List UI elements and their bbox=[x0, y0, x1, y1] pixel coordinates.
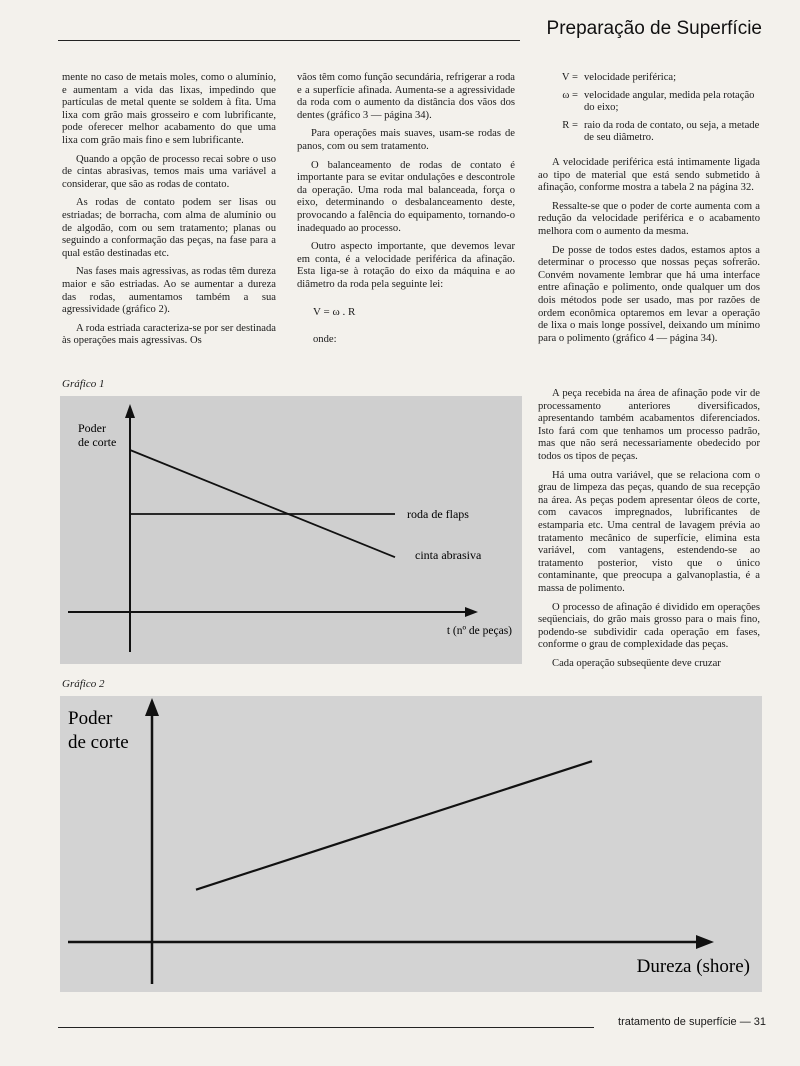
figure-1 bbox=[60, 396, 522, 664]
paragraph: O balanceamento de rodas de contato é importante para se evitar ondulações e descontrole da operação. Uma roda mal balanceada, força o eixo, determinando o desbalanceamento deste, provocando a falência do equipamento, tornando-o inadequado ao processo. bbox=[297, 159, 515, 234]
footer-rule bbox=[58, 1027, 594, 1028]
series-line-cinta-abrasiva bbox=[130, 450, 395, 557]
chart-2-svg bbox=[60, 696, 762, 992]
figure-2-label: Gráfico 2 bbox=[62, 678, 105, 690]
paragraph: Há uma outra variável, que se relaciona com o grau de limpeza das peças, quando de sua recepção na área. As peças podem apresentar óleos de corte, com cavacos impregnados, lubrificantes de estamparia etc. Uma central de lavagem prévia ao tratamento mecânico de superfície, elimina esta variável, com vantagens, estendendo-se ao tratamento posterior, visto que o único contaminante, que preocupa a galvanoplastia, é a massa de polimento. bbox=[538, 469, 760, 594]
paragraph: onde: bbox=[313, 334, 337, 346]
definition-item bbox=[538, 72, 760, 85]
paragraph: Ressalte-se que o poder de corte aumenta com a redução da velocidade periférica e o acabamento melhora com o aumento da mesma. bbox=[538, 200, 760, 237]
equation: V = ω . R bbox=[313, 305, 356, 318]
page-footer: tratamento de superfície — 31 bbox=[618, 1016, 766, 1028]
page-title: Preparação de Superfície bbox=[546, 18, 762, 39]
chart-1-svg bbox=[60, 396, 522, 664]
x-axis-label: t (nº de peças) bbox=[446, 625, 512, 637]
y-axis-arrow bbox=[125, 404, 135, 418]
text-column-1 bbox=[62, 72, 276, 354]
paragraph: Cada operação subseqüente deve cruzar bbox=[552, 657, 721, 669]
series-line bbox=[196, 761, 592, 889]
paragraph: A roda estriada caracteriza-se por ser destinada às operações mais agressivas. Os bbox=[62, 322, 276, 347]
definition-symbol: ω = bbox=[562, 89, 578, 101]
x-axis-arrow bbox=[696, 935, 714, 949]
series-label-cinta-abrasiva: cinta abrasiva bbox=[415, 548, 482, 563]
text-column-2 bbox=[297, 72, 515, 353]
definition-text: raio da roda de contato, ou seja, a metade de seu diâmetro. bbox=[584, 119, 760, 144]
header-rule bbox=[58, 40, 520, 41]
definition-text: velocidade angular, medida pela rotação do eixo; bbox=[584, 89, 755, 114]
text-column-3-continued bbox=[538, 388, 760, 676]
definitions-list bbox=[538, 72, 760, 145]
paragraph: mente no caso de metais moles, como o alumínio, e aumentam a vida das lixas, impedindo que partículas de metal quente se soldem à fita. Uma lixa com grão mais grosseiro e com lubrificante, pode oferecer melhor acabamento do que uma lixa com grão mais fino e sem lubrificante. bbox=[62, 72, 276, 146]
paragraph: Quando a opção de processo recai sobre o uso de cintas abrasivas, temos mais uma variável a considerar, que são as rodas de contato. bbox=[62, 153, 276, 190]
paragraph: A peça recebida na área de afinação pode vir de processamento anteriores diversificados, apresentando também acabamentos diferenciados. Isto fará com que tenhamos um processo padrão, mas que não será necessariamente obedecido por todos os tipos de peças. bbox=[538, 388, 760, 462]
figure-2 bbox=[60, 696, 762, 992]
y-axis-label-line-2: de corte bbox=[68, 732, 129, 753]
y-axis-label-line-2: de corte bbox=[78, 435, 117, 449]
x-axis-arrow bbox=[465, 607, 478, 617]
paragraph: As rodas de contato podem ser lisas ou estriadas; de borracha, com alma de alumínio ou de algodão, com ou sem tratamento; planas ou seguindo a conformação das peças, na fase para a qual estão destinadas etc. bbox=[62, 197, 276, 259]
definition-item bbox=[538, 120, 760, 145]
paragraph: Outro aspecto importante, que devemos levar em conta, é a velocidade periférica da afinação. Esta liga-se à rotação do eixo da máquina e ao diâmetro da roda pela seguinte lei: bbox=[297, 241, 515, 290]
y-axis-label-line-1: Poder bbox=[78, 421, 106, 435]
y-axis-label-line-1: Poder bbox=[68, 708, 113, 729]
paragraph: O processo de afinação é dividido em operações seqüenciais, do grão mais grosso para o mais fino, podendo-se subdividir cada operação em fases, conforme o grau de complexidade das peças. bbox=[538, 601, 760, 651]
x-axis-label: Dureza (shore) bbox=[636, 956, 750, 977]
text-column-3 bbox=[538, 72, 760, 351]
paragraph: A velocidade periférica está intimamente ligada ao tipo de material que está sendo submetido à afinação, conforme mostra a tabela 2 na página 32. bbox=[538, 156, 760, 194]
y-axis-arrow bbox=[145, 698, 159, 716]
paragraph: Para operações mais suaves, usam-se rodas de panos, com ou sem tratamento. bbox=[297, 128, 515, 152]
paragraph: De posse de todos estes dados, estamos aptos a determinar o processo que nossas peças sofrerão. Convém novamente lembrar que há uma interface entre afinação e polimento, onde qualquer um dos dois métodos pode ser usado, mas por razões de ordem econômica optaremos em levar a operação de lixa o mais longe possível, deixando um mínimo para o polimento (gráfico 4 — página 34). bbox=[538, 244, 760, 344]
figure-1-label: Gráfico 1 bbox=[62, 378, 105, 390]
definition-text: velocidade periférica; bbox=[584, 72, 677, 83]
paragraph: Nas fases mais agressivas, as rodas têm dureza maior e são estriadas. Ao se aumentar a dureza das rodas, aumentamos também a sua agressividade (gráfico 2). bbox=[62, 266, 276, 316]
definition-item bbox=[538, 90, 760, 115]
paragraph: vãos têm como função secundária, refrigerar a roda e a superfície afinada. Aumenta-se a agressividade da roda com o aumento da distância dos vãos dos dentes (gráfico 3 — página 34). bbox=[297, 72, 515, 121]
series-label-roda-de-flaps: roda de flaps bbox=[407, 507, 469, 521]
definition-symbol: V = bbox=[561, 72, 578, 83]
definition-symbol: R = bbox=[562, 119, 578, 131]
